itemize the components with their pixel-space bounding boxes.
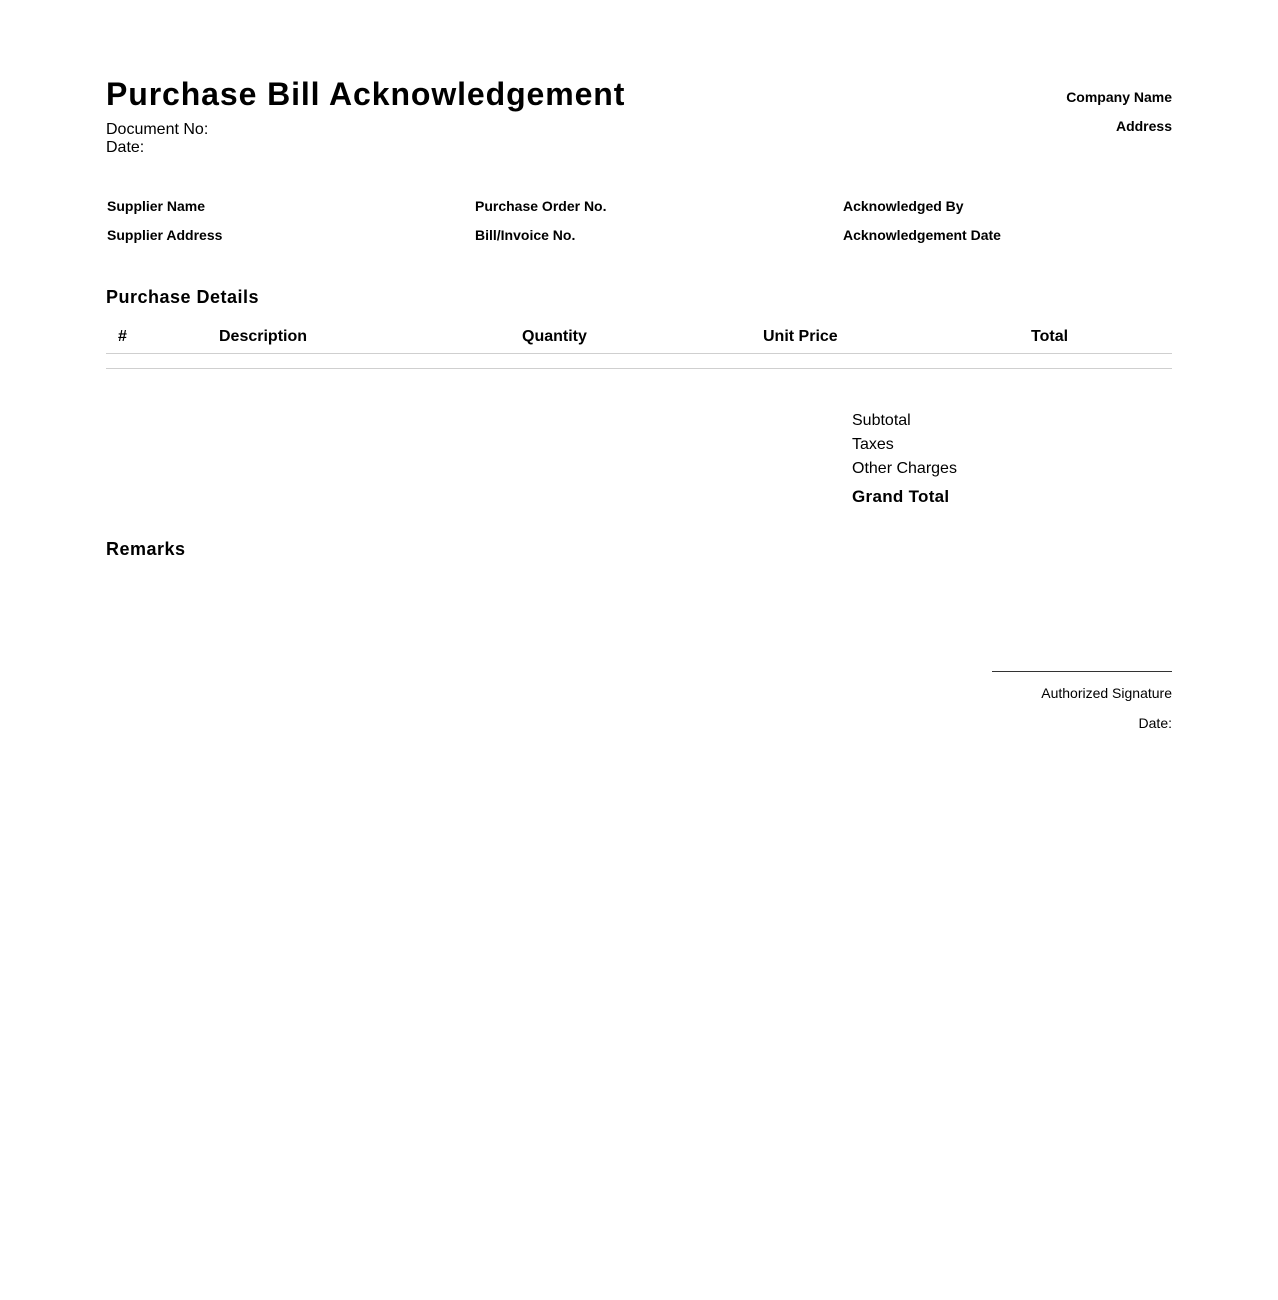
- document-date-label: Date:: [106, 139, 145, 156]
- column-header-description: Description: [219, 321, 522, 354]
- column-header-total: Total: [1031, 321, 1172, 354]
- document-title: Purchase Bill Acknowledgement: [106, 76, 626, 112]
- acknowledgement-info: [843, 197, 1001, 244]
- acknowledged-by-label: Acknowledged By: [843, 198, 964, 214]
- other-charges-label: Other Charges: [852, 460, 957, 477]
- company-address: Address: [1115, 118, 1172, 134]
- supplier-info: [107, 197, 222, 244]
- purchase-details-table: [106, 321, 1172, 369]
- taxes-label: Taxes: [852, 436, 894, 453]
- purchase-order-no-label: Purchase Order No.: [475, 198, 607, 214]
- company-block: [1066, 88, 1172, 135]
- authorized-signature-label: Authorized Signature: [1041, 685, 1172, 701]
- table-header-row: [106, 321, 1172, 354]
- column-header-number: #: [106, 321, 219, 354]
- supplier-address-label: Supplier Address: [107, 227, 223, 243]
- table-cell: [763, 354, 1031, 369]
- column-header-unit-price: Unit Price: [763, 321, 1031, 354]
- document-meta: [106, 121, 208, 157]
- column-header-quantity: Quantity: [522, 321, 763, 354]
- purchase-details-title: Purchase Details: [106, 287, 260, 307]
- grand-total-label: Grand Total: [852, 487, 950, 506]
- signature-date-label: Date:: [1138, 715, 1172, 731]
- totals-block: [852, 409, 957, 509]
- table-cell: [219, 354, 522, 369]
- table-cell: [1031, 354, 1172, 369]
- remarks-title: Remarks: [106, 539, 186, 559]
- document-page: [106, 0, 1172, 1300]
- signature-line: [992, 671, 1172, 672]
- table-row: [106, 354, 1172, 369]
- table-cell: [106, 354, 219, 369]
- subtotal-label: Subtotal: [852, 412, 911, 429]
- company-name: Company Name: [1066, 89, 1172, 105]
- bill-invoice-no-label: Bill/Invoice No.: [475, 227, 576, 243]
- table-cell: [522, 354, 763, 369]
- supplier-name-label: Supplier Name: [107, 198, 206, 214]
- order-info: [475, 197, 607, 244]
- document-no-label: Document No:: [106, 121, 209, 138]
- acknowledgement-date-label: Acknowledgement Date: [843, 227, 1001, 243]
